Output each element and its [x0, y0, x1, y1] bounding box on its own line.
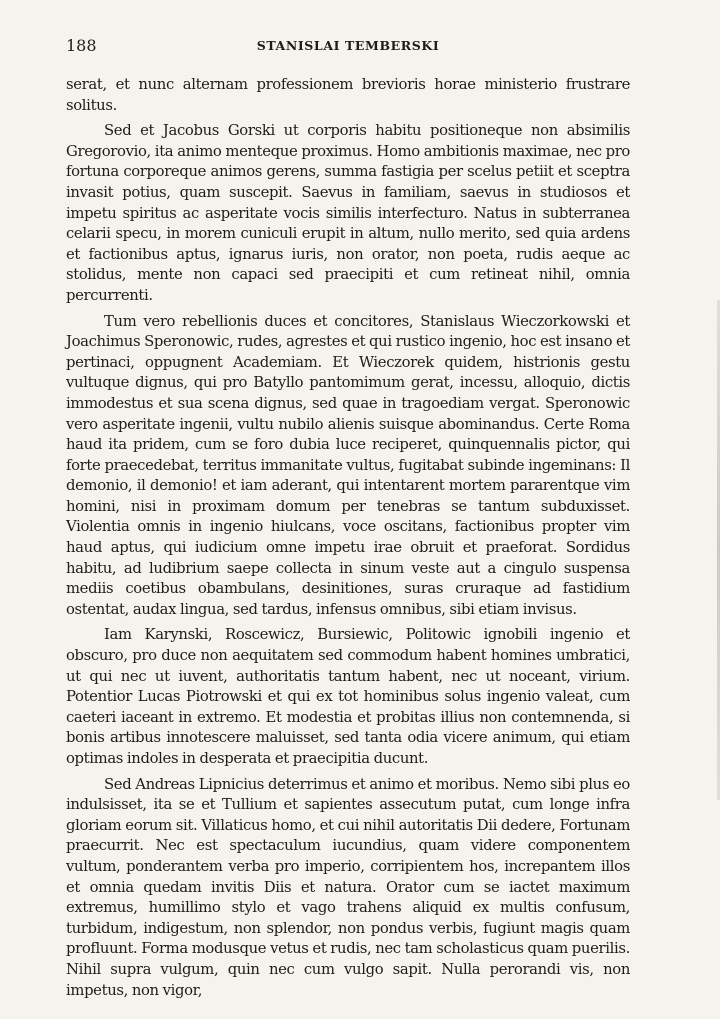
paragraph-lipnicius: Sed Andreas Lipnicius deterrimus et animo et moribus. Nemo sibi plus eo indulsisset, ita se et Tullium et sapientes assecutum putat, cum longe infra gloriam eorum sit. Villaticus homo, et cui nihil autoritatis Dii dedere, Fortunam praecurrit. Nec est spectaculum iucundius, quam videre componentem vultum, ponderantem verba pro imperio, corripientem hos, increpantem illos et omnia quedam invitis Diis et natura. Orator cum se iactet maximum extremus, humillimo stylo et vago trahens aliquid ex multis confusum, turbidum, indigestum, non splendor, non pondus verbis, fugiunt magis quam profluunt. Forma modusque vetus et rudis, nec tam scholasticus quam puerilis. Nihil supra vulgum, quin nec cum vulgo sapit. Nulla perorandi vis, non impetus, non vigor,	[66, 775, 630, 999]
page-header	[66, 36, 630, 58]
page-number: 188	[66, 36, 97, 55]
paragraph-continued: serat, et nunc alternam professionem brevioris horae ministerio frustrare solitus.	[66, 76, 630, 114]
paragraph-gorski: Sed et Jacobus Gorski ut corporis habitu positioneque non absimilis Gregorovio, ita animo menteque proximus. Homo ambitionis maximae, nec pro fortuna corporeque animos gerens, summa fastigia per scelus petiit et sceptra invasit potius, quam suscepit. Saevus in familiam, saevus in studiosos et impetu spiritus ac asperitate vocis similis interfecturo. Natus in subterranea celarii specu, in morem cuniculi erupit in altum, nullo merito, sed quia ardens et factionibus aptus, ignarus iuris, non orator, non poeta, rudis aeque ac stolidus, mente non capaci sed praecipiti et cum retineat nihil, omnia percurrenti.	[66, 122, 630, 304]
running-head: STANISLAI TEMBERSKI	[256, 38, 440, 53]
body-text	[66, 75, 630, 1006]
paragraph-rebellion-leaders: Tum vero rebellionis duces et concitores, Stanislaus Wieczorkowski et Joachimus Speronowic, rudes, agrestes et qui rustico ingenio, hoc est insano et pertinaci, oppugnent Academiam. Et Wieczorek quidem, histrionis gestu vultuque dignus, qui pro Batyllo pantomimum gerat, incessu, alloquio, dictis immodestus et sua scena dignus, sed quae in tragoediam vergat. Speronowic vero asperitate ingenii, vultu nubilo alienis suisque abominandus. Certe Roma haud ita pridem, cum se foro dubia luce reciperet, quinquennalis pictor, qui forte praecedebat, territus immanitate vultus, fugitabat subinde ingeminans: Il demonio, il demonio! et iam aderant, qui intentarent mortem pararentque vim homini, nisi in proximam domum per tenebras se tantum subduxisset. Violentia omnis in ingenio hiulcans, voce oscitans, factionibus propter vim haud aptus, qui iudicium omne impetu irae obruit et praeforat. Sordidus habitu, ad ludibrium saepe collecta in sinum veste aut a cingulo suspensa mediis coetibus obambulans, desinitiones, suras cruraque ad fastidium ostentat, audax lingua, sed tardus, infensus omnibus, sibi etiam invisus.	[66, 312, 630, 618]
paragraph-karynski: Iam Karynski, Roscewicz, Bursiewic, Politowic ignobili ingenio et obscuro, pro duce non aequitatem sed commodum habent homines umbratici, ut qui nec ut iuvent, authoritatis tantum habent, nec ut noceant, virium. Potentior Lucas Piotrowski et qui ex tot hominibus solus ingenio valeat, cum caeteri iaceant in extremo. Et modestia et probitas illius non contemnenda, si bonis artibus innotescere maluisset, sed tanta odia vicere animum, qui etiam optimas indoles in desperata et praecipitia ducunt.	[66, 626, 630, 767]
